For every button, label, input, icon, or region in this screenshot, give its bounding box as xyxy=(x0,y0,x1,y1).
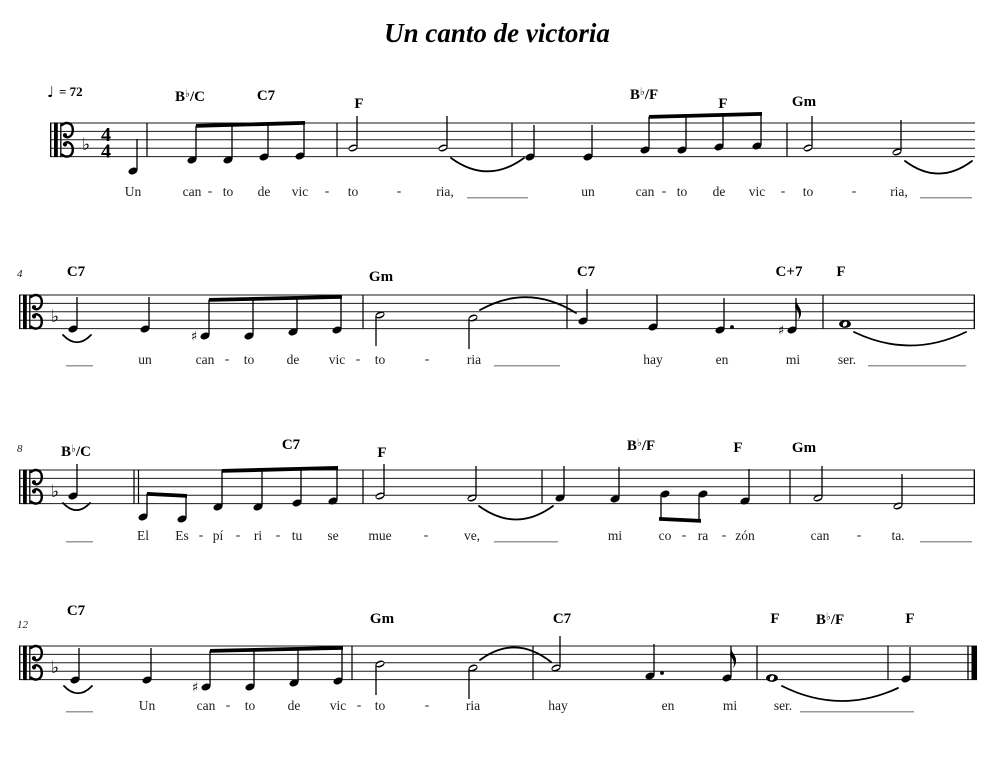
lyric-syllable: hay xyxy=(643,352,663,367)
key-signature-flat: ♭ xyxy=(50,658,60,678)
note-eighth xyxy=(244,650,255,692)
lyric-hyphen: - xyxy=(856,527,862,542)
lyric-syllable: vic xyxy=(329,698,347,713)
note-quarter xyxy=(900,647,911,684)
note-quarter xyxy=(524,125,535,162)
lyric-syllable: un xyxy=(138,352,152,367)
tempo-marking xyxy=(47,83,83,101)
key-signature-flat: ♭ xyxy=(50,307,60,327)
lyric-hyphen: - xyxy=(356,697,362,712)
note-half xyxy=(802,116,813,153)
clef-dot xyxy=(32,489,36,493)
beam xyxy=(147,492,187,498)
staff-system xyxy=(17,603,977,713)
page-title: Un canto de victoria xyxy=(384,18,610,48)
chord-symbol: B♭/C xyxy=(175,88,205,105)
lyric-syllable: to xyxy=(802,184,814,199)
note-eighth xyxy=(191,300,211,345)
lyric-syllable: mi xyxy=(722,698,738,713)
note-half xyxy=(347,116,358,153)
chord-symbol: F xyxy=(733,440,743,456)
staff-system xyxy=(17,264,975,367)
lyric-syllable: to xyxy=(374,352,386,367)
note-eighth xyxy=(252,470,263,512)
clef-dot xyxy=(63,142,67,146)
quarter-note-icon: ♩ xyxy=(47,83,55,101)
chord-symbol: F xyxy=(770,611,780,627)
measure-number: 8 xyxy=(17,443,23,455)
chord-symbol: F xyxy=(905,611,915,627)
note-quarter xyxy=(582,125,593,162)
key-signature-flat: ♭ xyxy=(50,482,60,502)
note-quarter xyxy=(67,297,78,334)
lyric-syllable: de xyxy=(257,184,271,199)
beam xyxy=(196,121,305,128)
note-quarter xyxy=(141,648,152,685)
tie xyxy=(64,686,92,693)
note-eighth xyxy=(243,299,254,341)
clef-dot xyxy=(32,480,36,484)
time-signature-top: 4 xyxy=(101,123,111,146)
chord-symbol: Gm xyxy=(791,440,817,456)
beam xyxy=(209,295,342,302)
lyric-syllable: de xyxy=(286,352,300,367)
beam xyxy=(649,112,762,119)
lyric-syllable: Un xyxy=(138,698,156,713)
lyric-syllable: ve, xyxy=(463,528,481,543)
lyric-syllable: hay xyxy=(548,698,568,713)
lyric-syllable: can xyxy=(196,698,216,713)
chord-symbol: B♭/F xyxy=(815,611,845,628)
lyric-syllable: ser. xyxy=(773,698,793,713)
lyric-hyphen: - xyxy=(224,351,230,366)
lyric-syllable: se xyxy=(327,528,339,543)
lyric-syllable: to xyxy=(222,184,234,199)
tie xyxy=(63,335,91,342)
clef-bar xyxy=(54,123,58,158)
note-eighth xyxy=(778,298,801,338)
staff-system xyxy=(50,86,975,199)
clef-dot xyxy=(32,305,36,309)
measure-number: 12 xyxy=(17,619,28,631)
lyric-hyphen: - xyxy=(424,697,430,712)
lyric-syllable: ria, xyxy=(890,184,908,199)
lyric-hyphen: - xyxy=(851,183,857,198)
note-quarter xyxy=(69,648,80,685)
lyric-syllable: de xyxy=(287,698,301,713)
lyric-syllable: ria xyxy=(465,698,481,713)
lyric-syllable: mue xyxy=(368,528,392,543)
note-eighth xyxy=(639,117,650,155)
chord-symbol: C7 xyxy=(256,88,276,104)
lyric-syllable: co xyxy=(658,528,672,543)
lyric-syllable: vic xyxy=(748,184,766,199)
lyric-syllable: to xyxy=(347,184,359,199)
lyric-syllable: can xyxy=(635,184,655,199)
clef-bar xyxy=(23,470,27,505)
tie xyxy=(782,686,898,701)
note-eighth xyxy=(176,496,187,524)
clef-dot xyxy=(32,314,36,318)
lyric-syllable: can xyxy=(182,184,202,199)
lyric-syllable: ta. xyxy=(891,528,905,543)
chord-symbol: Gm xyxy=(791,94,817,110)
chord-symbol: F xyxy=(354,96,364,112)
beam xyxy=(210,646,343,653)
lyric-hyphen: - xyxy=(225,697,231,712)
clef-bar xyxy=(23,295,27,330)
chord-symbol: F xyxy=(718,96,728,112)
lyric-syllable: can xyxy=(195,352,215,367)
lyric-syllable: ser. xyxy=(837,352,857,367)
lyric-syllable: Un xyxy=(124,184,142,199)
lyric-syllable: zón xyxy=(735,528,755,543)
lyric-hyphen: - xyxy=(681,527,687,542)
staff-system xyxy=(17,437,975,543)
time-signature-bottom: 4 xyxy=(101,140,111,163)
sharp-accidental: ♯ xyxy=(190,329,198,345)
music-notation xyxy=(17,86,977,713)
note-eighth xyxy=(721,646,736,683)
chord-symbol: Gm xyxy=(369,611,395,627)
note-half xyxy=(812,466,823,503)
note-eighth xyxy=(713,115,724,152)
clef-bar xyxy=(23,646,27,681)
lyric-hyphen: - xyxy=(780,183,786,198)
lyric-syllable: Es xyxy=(175,528,189,543)
lyric-hyphen: - xyxy=(355,351,361,366)
lyric-hyphen: - xyxy=(396,183,402,198)
lyric-syllable: pí xyxy=(212,528,224,543)
note-half xyxy=(466,466,477,503)
note-eighth xyxy=(212,471,223,512)
lyric-syllable: to xyxy=(243,352,255,367)
lyric-syllable: ria, xyxy=(436,184,454,199)
note-whole xyxy=(766,674,778,682)
tie xyxy=(451,158,524,171)
note-eighth xyxy=(258,124,269,162)
note-half xyxy=(374,659,385,695)
chord-symbol: B♭/C xyxy=(61,443,91,460)
note-half xyxy=(892,474,903,511)
lyric-syllable: vic xyxy=(328,352,346,367)
lyric-syllable: to xyxy=(244,698,256,713)
note-quarter xyxy=(127,139,138,176)
lyric-syllable: tu xyxy=(291,528,303,543)
tempo-value: = 72 xyxy=(59,84,83,99)
final-barline-thick xyxy=(972,646,978,680)
lyric-syllable: vic xyxy=(291,184,309,199)
note-eighth xyxy=(676,116,687,155)
note-quarter xyxy=(609,467,620,504)
note-half xyxy=(467,663,478,699)
note-eighth xyxy=(294,123,305,161)
chord-symbol: C7 xyxy=(281,437,301,453)
lyric-hyphen: - xyxy=(721,527,727,542)
lyric-syllable: mi xyxy=(607,528,623,543)
lyric-syllable: to xyxy=(676,184,688,199)
lyric-syllable: de xyxy=(712,184,726,199)
lyric-hyphen: - xyxy=(324,183,330,198)
note-eighth xyxy=(192,651,212,696)
lyric-syllable: un xyxy=(581,184,595,199)
lyric-hyphen: - xyxy=(235,527,241,542)
note-quarter xyxy=(739,469,750,506)
note-quarter xyxy=(554,466,565,503)
lyric-syllable: El xyxy=(137,528,149,543)
lyric-hyphen: - xyxy=(275,527,281,542)
sharp-accidental: ♯ xyxy=(191,680,199,696)
tie xyxy=(854,332,966,346)
chord-symbol: B♭/F xyxy=(629,86,659,103)
note-half xyxy=(467,313,478,349)
note-eighth xyxy=(697,489,708,521)
lyric-syllable: en xyxy=(715,352,729,367)
tie xyxy=(480,297,576,313)
clef-dot xyxy=(32,665,36,669)
beam xyxy=(659,517,701,523)
chord-symbol: F xyxy=(836,264,846,280)
measure-number: 4 xyxy=(17,268,23,280)
lyric-syllable: en xyxy=(661,698,675,713)
clef-dot xyxy=(32,656,36,660)
lyric-hyphen: - xyxy=(423,527,429,542)
note-eighth xyxy=(332,648,343,686)
chord-symbol: F xyxy=(377,445,387,461)
lyric-hyphen: - xyxy=(207,183,213,198)
chord-symbol: Gm xyxy=(368,269,394,285)
note-eighth xyxy=(291,469,302,508)
note-eighth xyxy=(331,297,342,335)
tie xyxy=(479,506,553,519)
note-half xyxy=(891,120,902,157)
beam xyxy=(222,466,338,473)
lyric-hyphen: - xyxy=(661,183,667,198)
note-quarter xyxy=(647,295,658,332)
lyric-syllable: ra xyxy=(697,528,709,543)
key-signature-flat: ♭ xyxy=(81,135,91,155)
lyric-hyphen: - xyxy=(424,351,430,366)
note-whole xyxy=(839,320,851,328)
lyric-syllable: to xyxy=(374,698,386,713)
note-eighth xyxy=(751,114,762,151)
sharp-accidental: ♯ xyxy=(777,323,785,339)
note-half xyxy=(437,116,448,153)
note-eighth xyxy=(659,489,670,519)
lyric-syllable: ria xyxy=(466,352,482,367)
lyric-syllable: mi xyxy=(785,352,801,367)
note-eighth xyxy=(137,494,148,522)
augmentation-dot xyxy=(730,325,734,329)
tie xyxy=(905,161,972,174)
chord-symbol: B♭/F xyxy=(626,437,656,454)
chord-symbol: C7 xyxy=(576,264,596,280)
chord-symbol: C7 xyxy=(66,603,86,619)
chord-symbol: C7 xyxy=(66,264,86,280)
note-eighth xyxy=(222,125,233,165)
augmentation-dot xyxy=(660,671,664,675)
clef-dot xyxy=(63,133,67,137)
chord-symbol: C+7 xyxy=(775,264,803,280)
lyric-syllable: ri xyxy=(253,528,263,543)
lyric-hyphen: - xyxy=(198,527,204,542)
note-quarter xyxy=(139,297,150,334)
chord-symbol: C7 xyxy=(552,611,572,627)
lyric-syllable: can xyxy=(810,528,830,543)
